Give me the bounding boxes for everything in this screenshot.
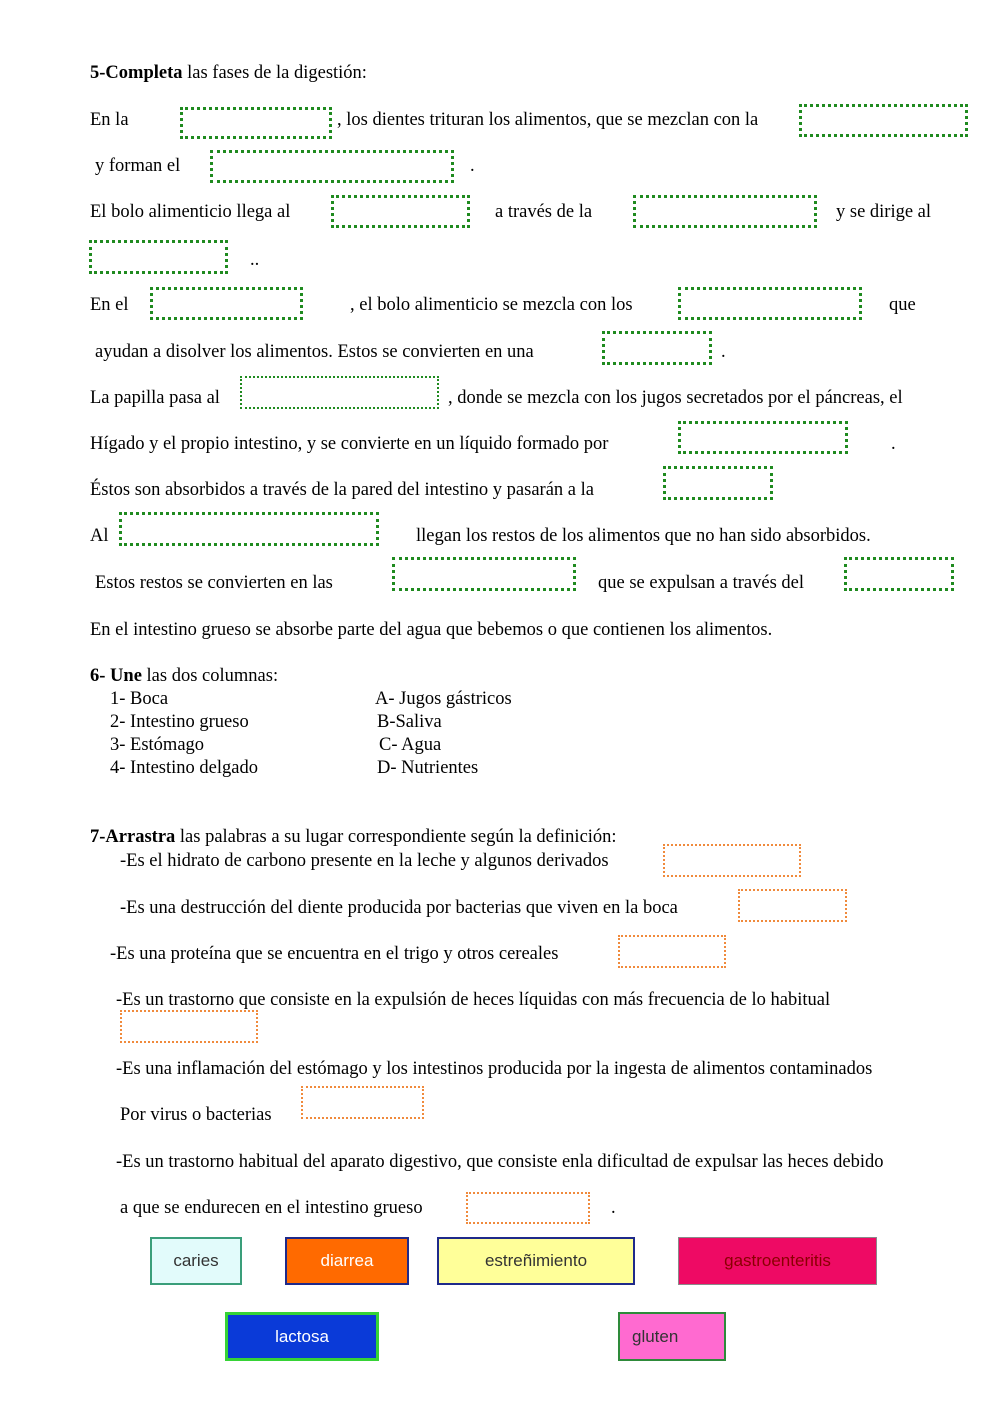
- blank-drop-zone[interactable]: [844, 557, 954, 591]
- word-drop-zone[interactable]: [301, 1086, 424, 1119]
- ex5-text: llegan los restos de los alimentos que no han sido absorbidos.: [416, 526, 871, 546]
- word-chip-estrenimiento[interactable]: estreñimiento: [437, 1237, 635, 1285]
- ex5-text: El bolo alimenticio llega al: [90, 202, 291, 222]
- ex6-left-item[interactable]: 1- Boca: [110, 689, 169, 709]
- blank-drop-zone[interactable]: [392, 557, 576, 591]
- word-chip-gluten[interactable]: gluten: [618, 1312, 726, 1361]
- ex6-title: [90, 667, 278, 686]
- ex5-text: , donde se mezcla con los jugos secretados por el páncreas, el: [448, 388, 903, 408]
- ex5-title: [90, 64, 367, 83]
- ex7-definition: -Es una destrucción del diente producida por bacterias que viven en la boca: [120, 898, 678, 918]
- blank-drop-zone[interactable]: [678, 287, 862, 320]
- ex5-text: , el bolo alimenticio se mezcla con los: [350, 295, 633, 315]
- ex7-number: 7-: [90, 827, 106, 847]
- ex5-text: En el intestino grueso se absorbe parte del agua que bebemos o que contienen los alimentos.: [90, 620, 773, 640]
- ex7-definition: -Es el hidrato de carbono presente en la leche y algunos derivados: [120, 851, 609, 871]
- ex6-left-item[interactable]: 2- Intestino grueso: [110, 712, 249, 732]
- ex5-text: En el: [90, 295, 129, 315]
- ex7-verb: Arrastra: [105, 827, 176, 847]
- ex5-text: La papilla pasa al: [90, 388, 220, 408]
- ex7-definition: .: [611, 1198, 616, 1218]
- blank-drop-zone[interactable]: [663, 466, 773, 500]
- ex7-definition: Por virus o bacterias: [120, 1105, 272, 1125]
- ex5-text: Éstos son absorbidos a través de la pared del intestino y pasarán a la: [90, 480, 594, 500]
- word-drop-zone[interactable]: [466, 1192, 590, 1224]
- ex6-left-item[interactable]: 3- Estómago: [110, 735, 205, 755]
- ex5-text: .: [721, 342, 726, 362]
- blank-drop-zone[interactable]: [633, 195, 817, 228]
- ex7-title: [90, 828, 617, 847]
- ex6-right-item[interactable]: A- Jugos gástricos: [375, 689, 512, 709]
- ex6-left-item[interactable]: 4- Intestino delgado: [110, 758, 258, 778]
- ex6-verb: Une: [105, 666, 142, 686]
- ex7-definition: -Es un trastorno que consiste en la expulsión de heces líquidas con más frecuencia de lo habitual: [116, 990, 831, 1010]
- ex7-definition: -Es una inflamación del estómago y los intestinos producida por la ingesta de alimentos contaminados: [116, 1059, 873, 1079]
- blank-drop-zone[interactable]: [150, 287, 303, 320]
- ex5-text: y forman el: [95, 156, 181, 176]
- blank-drop-zone[interactable]: [799, 104, 968, 137]
- ex7-definition: a que se endurecen en el intestino grueso: [120, 1198, 423, 1218]
- ex5-text: Hígado y el propio intestino, y se convierte en un líquido formado por: [90, 434, 609, 454]
- ex5-text: que: [889, 295, 916, 315]
- word-drop-zone[interactable]: [120, 1010, 258, 1043]
- ex6-number: 6-: [90, 666, 106, 686]
- ex5-number: 5-: [90, 63, 106, 83]
- ex6-title-text: las dos columnas:: [141, 666, 279, 686]
- ex5-verb: Completa: [105, 63, 183, 83]
- word-chip-caries[interactable]: caries: [150, 1237, 242, 1285]
- ex5-text: ..: [250, 250, 260, 270]
- word-drop-zone[interactable]: [618, 935, 726, 968]
- word-chip-gastroenteritis[interactable]: gastroenteritis: [678, 1237, 877, 1285]
- ex6-right-item[interactable]: C- Agua: [379, 735, 442, 755]
- blank-drop-zone[interactable]: [89, 240, 228, 274]
- blank-drop-zone[interactable]: [678, 421, 848, 454]
- blank-drop-zone[interactable]: [240, 376, 439, 409]
- ex6-right-item[interactable]: B-Saliva: [377, 712, 442, 732]
- blank-drop-zone[interactable]: [210, 150, 454, 183]
- ex5-text: que se expulsan a través del: [598, 573, 804, 593]
- word-chip-diarrea[interactable]: diarrea: [285, 1237, 409, 1285]
- blank-drop-zone[interactable]: [331, 195, 470, 228]
- ex5-text: y se dirige al: [836, 202, 932, 222]
- ex5-text: ayudan a disolver los alimentos. Estos se convierten en una: [95, 342, 534, 362]
- ex7-definition: -Es un trastorno habitual del aparato digestivo, que consiste enla dificultad de expulsar las heces debido: [116, 1152, 884, 1172]
- ex6-right-item[interactable]: D- Nutrientes: [377, 758, 479, 778]
- ex7-definition: -Es una proteína que se encuentra en el trigo y otros cereales: [110, 944, 559, 964]
- ex5-title-text: las fases de la digestión:: [182, 63, 367, 83]
- ex5-text: a través de la: [495, 202, 593, 222]
- ex5-text: , los dientes trituran los alimentos, que se mezclan con la: [337, 110, 759, 130]
- blank-drop-zone[interactable]: [119, 512, 379, 546]
- ex5-text: En la: [90, 110, 129, 130]
- word-drop-zone[interactable]: [663, 844, 801, 877]
- word-drop-zone[interactable]: [738, 889, 847, 922]
- ex5-text: Al: [90, 526, 109, 546]
- word-chip-lactosa[interactable]: lactosa: [225, 1312, 379, 1361]
- blank-drop-zone[interactable]: [602, 331, 712, 365]
- ex7-title-text: las palabras a su lugar correspondiente según la definición:: [175, 827, 617, 847]
- blank-drop-zone[interactable]: [180, 107, 332, 139]
- ex5-text: Estos restos se convierten en las: [95, 573, 333, 593]
- ex5-text: .: [891, 434, 896, 454]
- ex5-text: .: [470, 156, 475, 176]
